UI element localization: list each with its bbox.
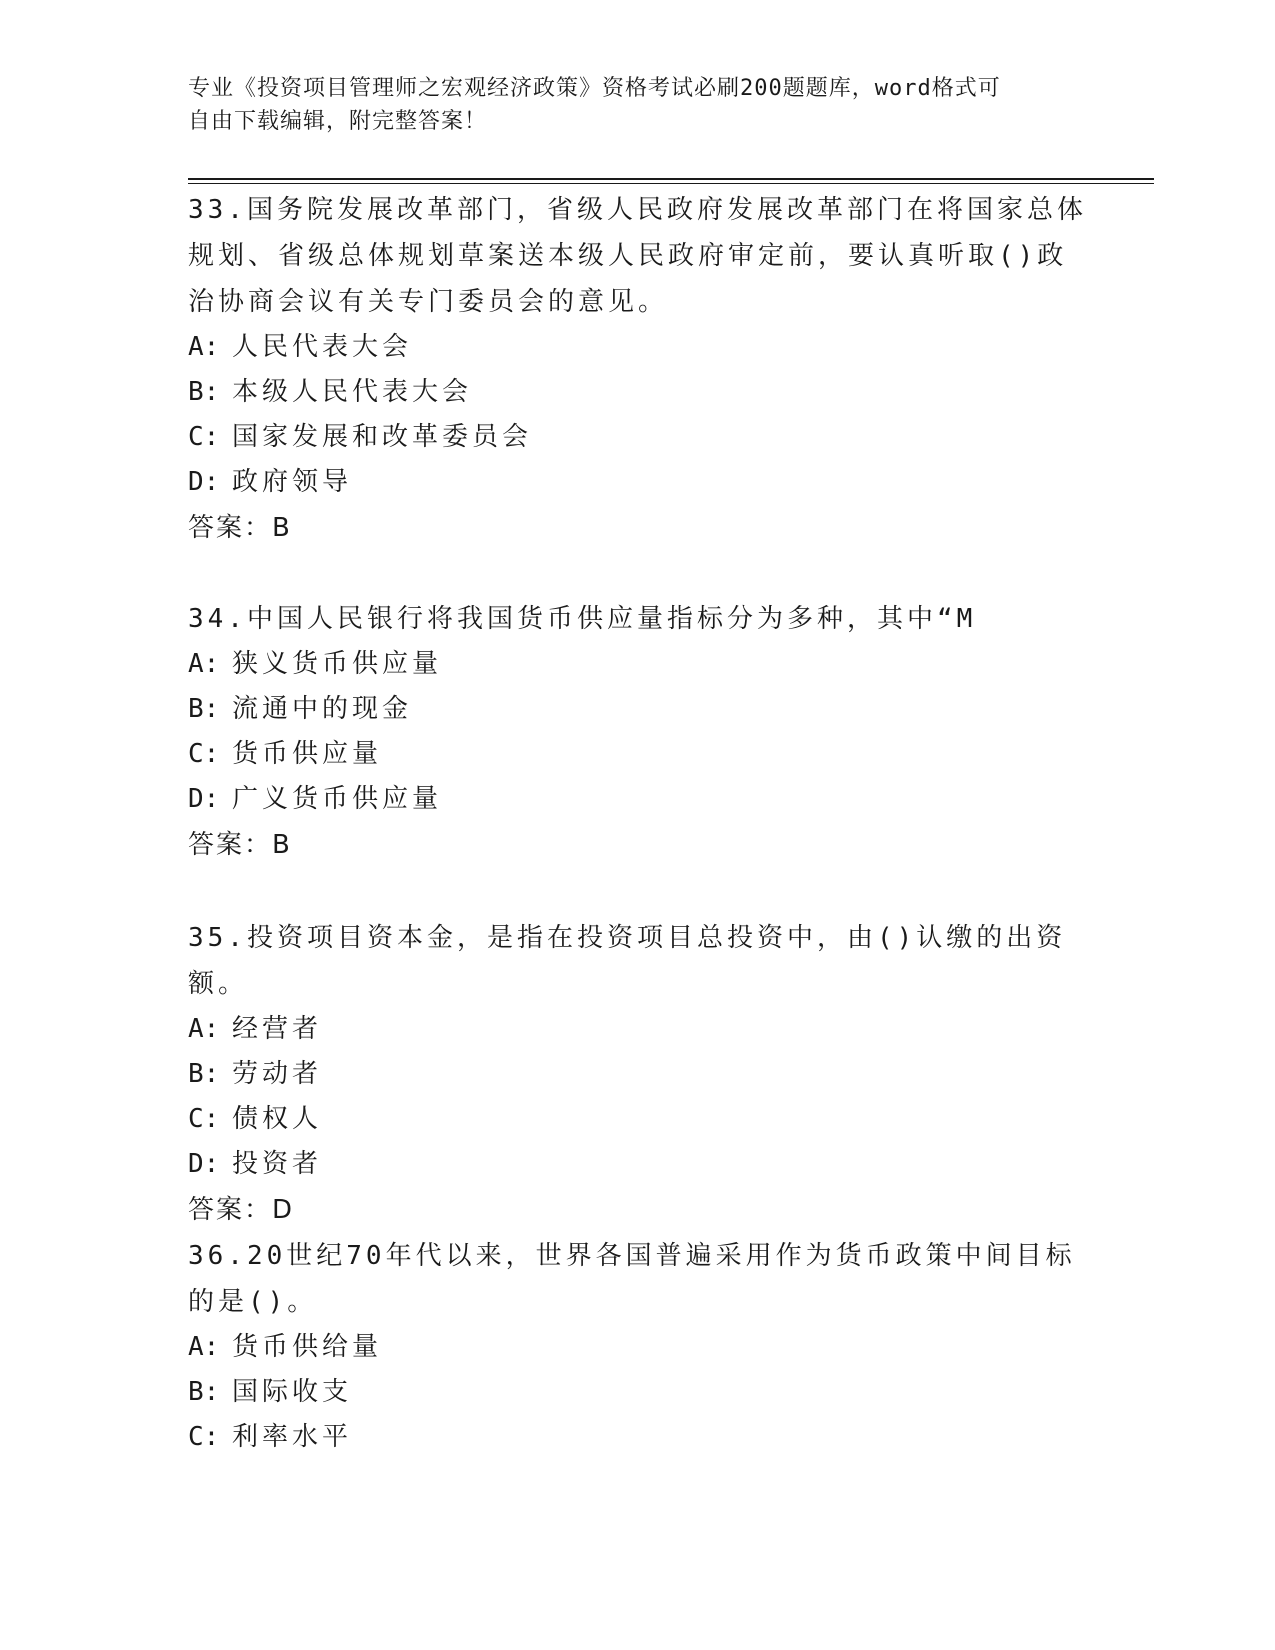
option-letter: B: bbox=[188, 1377, 220, 1407]
question-35 bbox=[188, 915, 1088, 1233]
option-c bbox=[188, 415, 1088, 460]
option-letter: B: bbox=[188, 694, 220, 724]
header-rule-thin bbox=[188, 183, 1154, 184]
question-stem: 33.国务院发展改革部门，省级人民政府发展改革部门在将国家总体规划、省级总体规划草案送本级人民政府审定前，要认真听取()政治协商会议有关专门委员会的意见。 bbox=[188, 195, 1087, 317]
option-b bbox=[188, 1052, 1088, 1097]
option-text: 国际收支 bbox=[232, 1377, 353, 1407]
question-stem: 36.20世纪70年代以来，世界各国普遍采用作为货币政策中间目标的是()。 bbox=[188, 1241, 1076, 1317]
option-c bbox=[188, 1097, 1088, 1142]
option-letter: B: bbox=[188, 377, 220, 407]
option-a bbox=[188, 1325, 1088, 1370]
option-letter: A: bbox=[188, 1014, 220, 1044]
option-text: 本级人民代表大会 bbox=[232, 377, 473, 407]
option-letter: A: bbox=[188, 1332, 220, 1362]
option-letter: A: bbox=[188, 332, 220, 362]
option-a bbox=[188, 642, 1088, 687]
option-text: 人民代表大会 bbox=[232, 332, 413, 362]
option-letter: C: bbox=[188, 422, 220, 452]
answer-line: 答案：B bbox=[188, 830, 292, 860]
option-d bbox=[188, 1142, 1088, 1187]
option-d bbox=[188, 777, 1088, 822]
option-text: 广义货币供应量 bbox=[232, 784, 443, 814]
question-stem: 34.中国人民银行将我国货币供应量指标分为多种，其中“M bbox=[188, 604, 977, 634]
option-text: 国家发展和改革委员会 bbox=[232, 422, 533, 452]
option-text: 经营者 bbox=[232, 1014, 323, 1044]
option-text: 债权人 bbox=[232, 1104, 323, 1134]
option-letter: D: bbox=[188, 784, 220, 814]
option-a bbox=[188, 1007, 1088, 1052]
option-text: 货币供应量 bbox=[232, 739, 383, 769]
option-b bbox=[188, 687, 1088, 732]
option-letter: A: bbox=[188, 649, 220, 679]
option-a bbox=[188, 325, 1088, 370]
option-letter: C: bbox=[188, 739, 220, 769]
option-b bbox=[188, 370, 1088, 415]
option-letter: D: bbox=[188, 1149, 220, 1179]
option-letter: B: bbox=[188, 1059, 220, 1089]
option-c bbox=[188, 732, 1088, 777]
header-rule-thick bbox=[188, 178, 1154, 180]
answer-line: 答案：B bbox=[188, 513, 292, 543]
option-d bbox=[188, 460, 1088, 505]
option-letter: C: bbox=[188, 1422, 220, 1452]
option-letter: D: bbox=[188, 467, 220, 497]
option-b bbox=[188, 1370, 1088, 1415]
option-text: 狭义货币供应量 bbox=[232, 649, 443, 679]
option-text: 政府领导 bbox=[232, 467, 353, 497]
answer-line: 答案：D bbox=[188, 1195, 295, 1225]
question-stem: 35.投资项目资本金，是指在投资项目总投资中，由()认缴的出资额。 bbox=[188, 923, 1067, 999]
question-33 bbox=[188, 187, 1088, 551]
option-text: 货币供给量 bbox=[232, 1332, 383, 1362]
header-line-2: 自由下载编辑，附完整答案！ bbox=[188, 109, 488, 134]
option-letter: C: bbox=[188, 1104, 220, 1134]
question-36 bbox=[188, 1233, 1088, 1460]
question-34 bbox=[188, 596, 1088, 868]
option-text: 劳动者 bbox=[232, 1059, 323, 1089]
option-c bbox=[188, 1415, 1088, 1460]
document-header bbox=[188, 72, 1068, 138]
option-text: 流通中的现金 bbox=[232, 694, 413, 724]
option-text: 投资者 bbox=[232, 1149, 323, 1179]
header-line-1: 专业《投资项目管理师之宏观经济政策》资格考试必刷200题题库，word格式可 bbox=[188, 76, 1001, 101]
option-text: 利率水平 bbox=[232, 1422, 353, 1452]
